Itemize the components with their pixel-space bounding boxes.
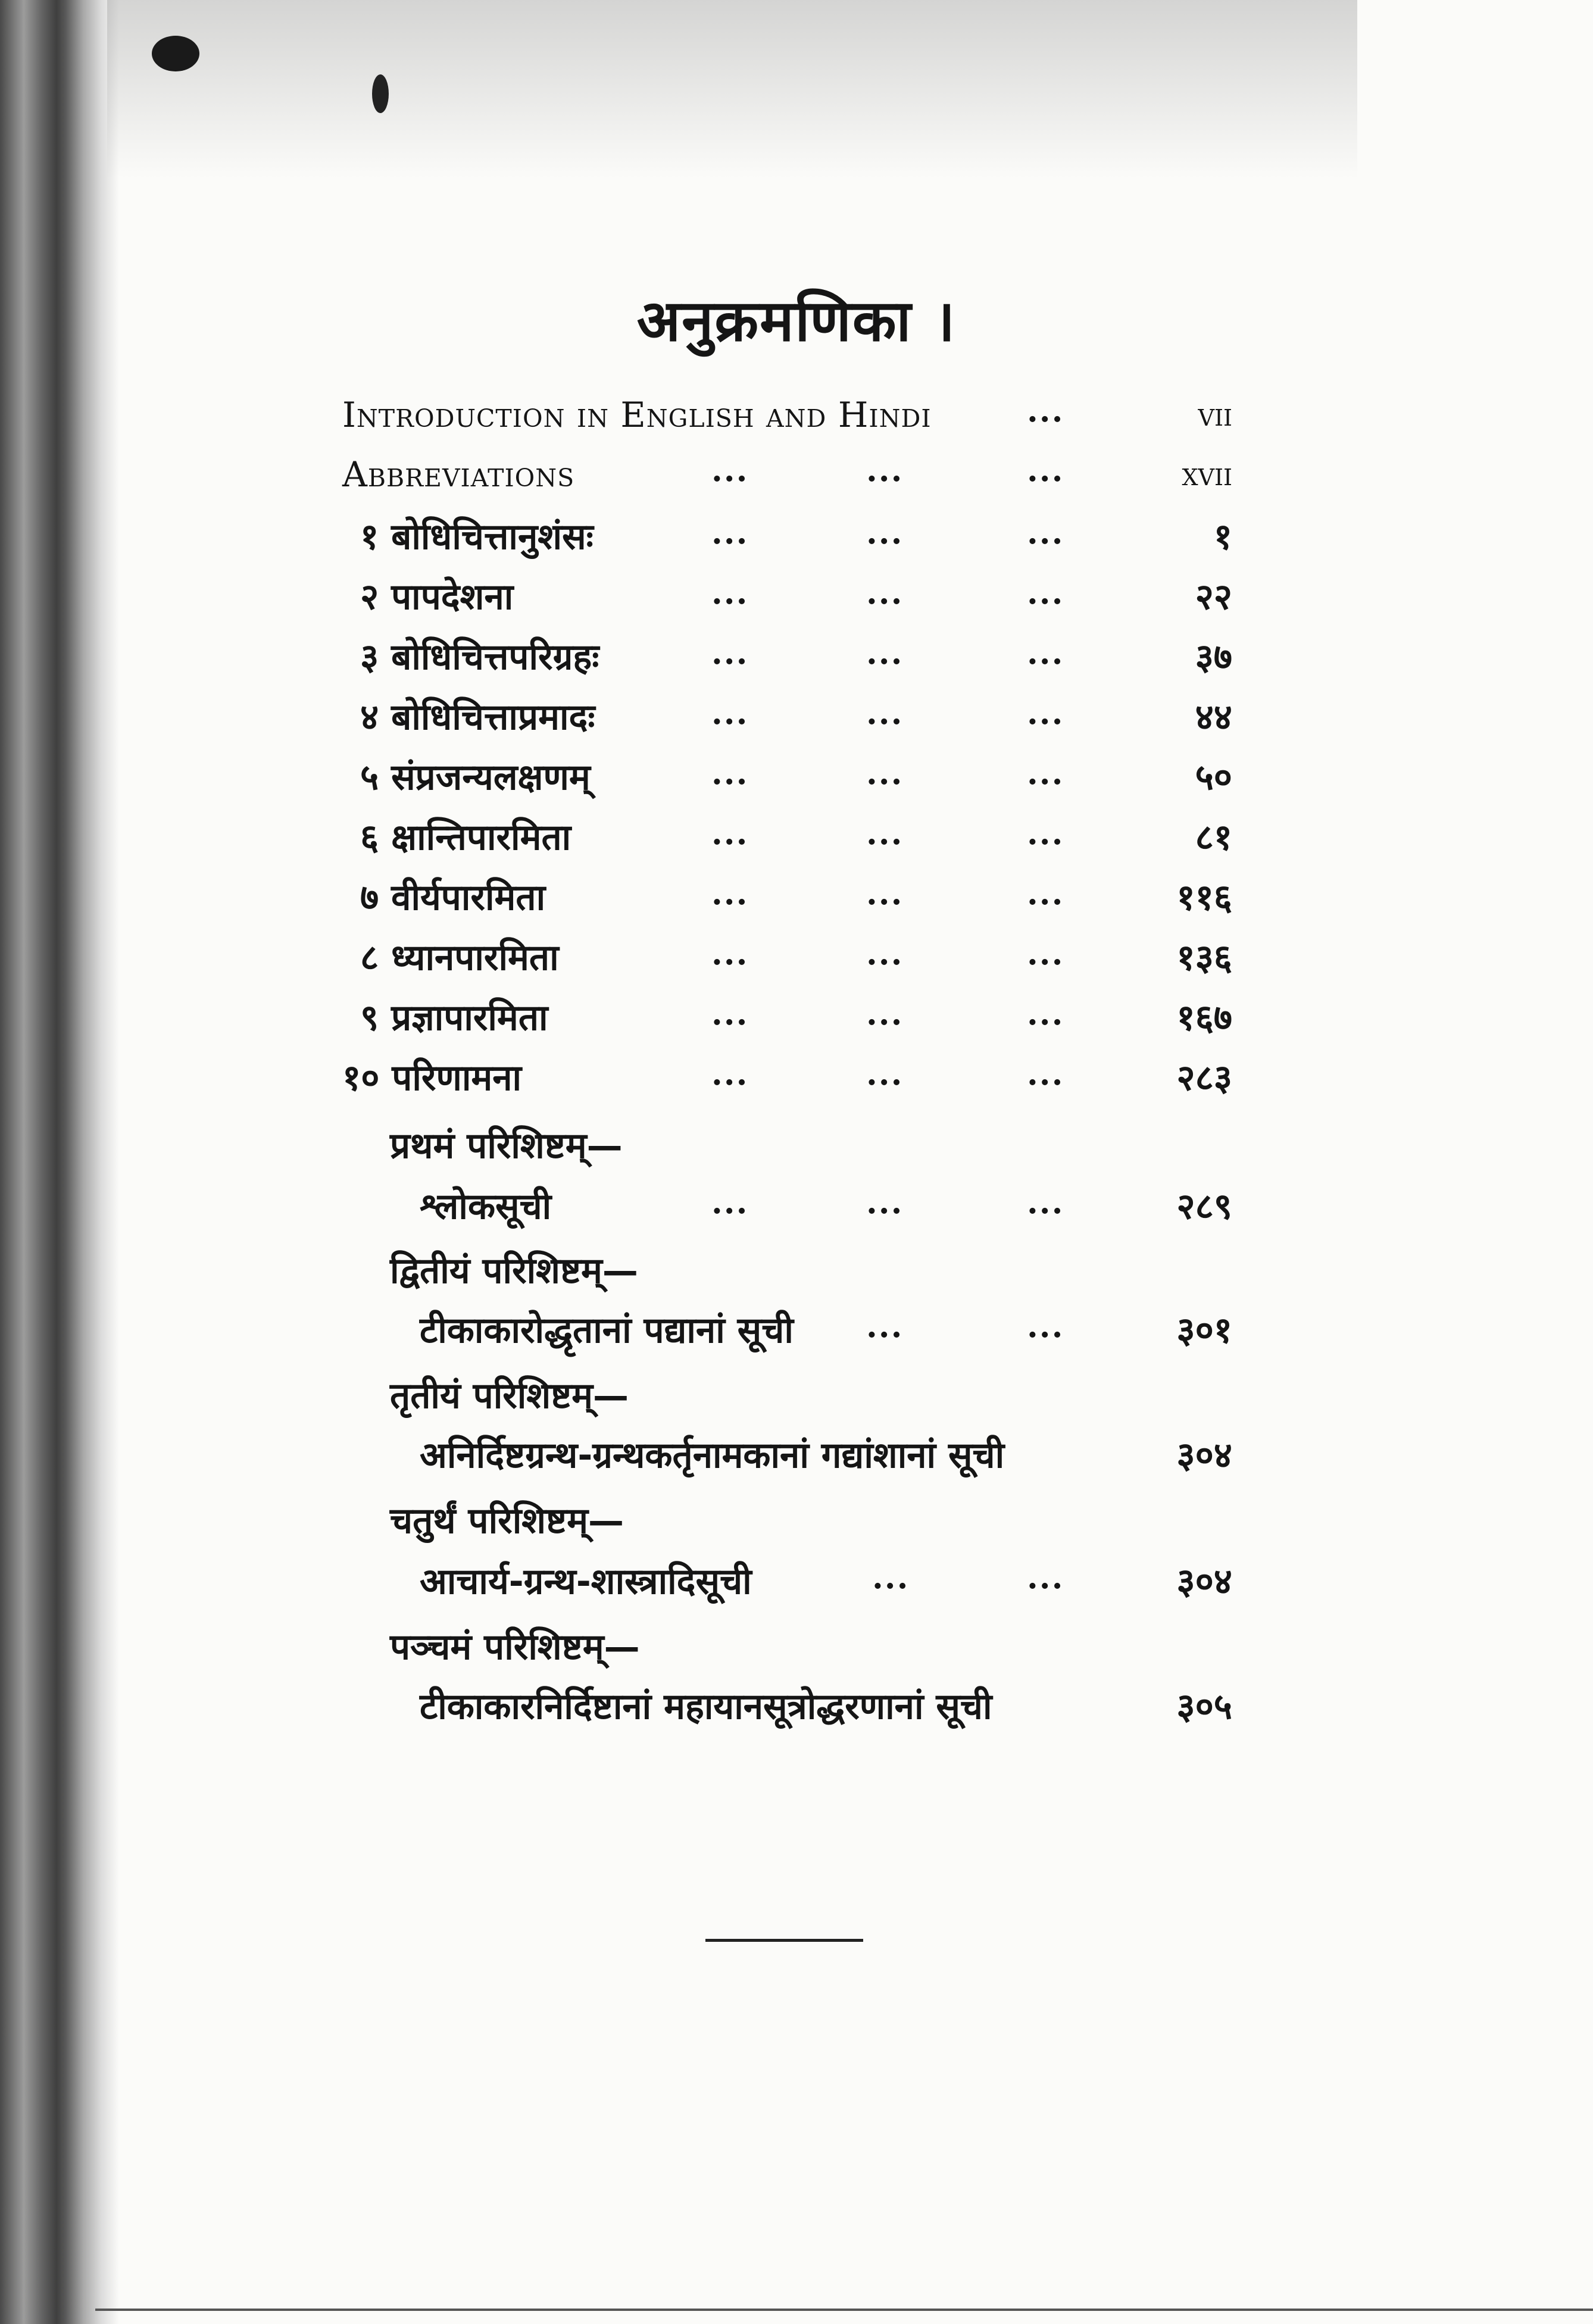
chapter-number: ४ <box>360 696 379 738</box>
toc-entry-appendix-2 <box>342 1304 1232 1357</box>
appendix-title: टीकाकारनिर्दिष्टानां महायानसूत्रोद्धरणानां सूची <box>420 1686 992 1728</box>
chapter-title: परिणामना <box>392 1057 522 1099</box>
leader-dots: ... <box>866 1054 904 1092</box>
leader-dots: ... <box>866 934 904 972</box>
leader-dots: ... <box>711 934 749 972</box>
leader-dots: ... <box>866 814 904 852</box>
chapter-title: बोधिचित्तपरिग्रहः <box>391 636 599 678</box>
toc-entry-appendix-1 <box>342 1180 1232 1233</box>
toc-entry-chapter-4 <box>342 691 1232 744</box>
chapter-title: बोधिचित्ताप्रमादः <box>391 696 595 738</box>
leader-dots: ... <box>866 573 904 611</box>
chapter-number: ३ <box>360 636 379 678</box>
leader-dots: ... <box>1027 513 1064 551</box>
toc-entry-appendix-4 <box>342 1555 1232 1608</box>
toc-entry-chapter-9 <box>342 991 1232 1045</box>
toc-entry-page: xvii <box>1182 455 1232 493</box>
toc-entry-appendix-3 <box>342 1429 1232 1482</box>
toc-entry-page: ११६ <box>1176 877 1232 919</box>
scan-noise <box>107 0 1357 179</box>
chapter-title: पापदेशना <box>391 576 514 618</box>
chapter-number: ६ <box>360 817 379 858</box>
leader-dots: ... <box>711 874 749 912</box>
toc-entry-page: ३७ <box>1195 636 1232 678</box>
appendix-heading: द्वितीयं परिशिष्टम्— <box>390 1250 638 1292</box>
leader-dots: ... <box>1027 994 1064 1032</box>
leader-dots: ... <box>711 1183 749 1221</box>
toc-entry-page: १६७ <box>1176 997 1232 1039</box>
chapter-title: क्षान्तिपारमिता <box>391 817 571 858</box>
toc-entry-chapter-10 <box>342 1051 1232 1105</box>
appendix-heading: प्रथमं परिशिष्टम्— <box>390 1125 623 1167</box>
leader-dots: ... <box>866 754 904 792</box>
chapter-number: ५ <box>360 757 379 798</box>
ink-blot <box>372 74 389 113</box>
toc-entry-chapter-8 <box>342 931 1232 985</box>
leader-dots: ... <box>866 1183 904 1221</box>
toc-entry-page: १३६ <box>1176 937 1232 979</box>
chapter-number: १० <box>342 1057 380 1099</box>
leader-dots: ... <box>711 994 749 1032</box>
leader-dots: ... <box>711 451 749 489</box>
toc-entry-chapter-1 <box>342 510 1232 564</box>
toc-entry-page: २८३ <box>1176 1057 1232 1099</box>
toc-entry-page: ५० <box>1195 757 1232 798</box>
leader-dots: ... <box>711 513 749 551</box>
page-title: अनुक्रमणिका । <box>636 288 957 354</box>
chapter-title: संप्रजन्यलक्षणम् <box>391 757 591 798</box>
toc-entry-page: ३०४ <box>1176 1435 1232 1476</box>
toc-entry-chapter-3 <box>342 630 1232 684</box>
chapter-title: बोधिचित्तानुशंसः <box>391 516 594 558</box>
toc-entry-page: ३०५ <box>1176 1686 1232 1728</box>
toc-entry-page: २२ <box>1195 576 1232 618</box>
leader-dots: ... <box>711 814 749 852</box>
chapter-title: प्रज्ञापारमिता <box>391 997 548 1039</box>
leader-dots: ... <box>1027 1183 1064 1221</box>
appendix-heading: तृतीयं परिशिष्टम्— <box>390 1375 629 1417</box>
toc-entry-label: Abbreviations <box>342 454 575 495</box>
chapter-number: ९ <box>360 997 379 1039</box>
toc-entry-chapter-2 <box>342 570 1232 624</box>
leader-dots: ... <box>1027 1558 1064 1596</box>
leader-dots: ... <box>1027 451 1064 489</box>
leader-dots: ... <box>1027 874 1064 912</box>
toc-entry-page: ८१ <box>1195 817 1232 858</box>
appendix-title: श्लोकसूची <box>420 1186 552 1227</box>
chapter-title: वीर्यपारमिता <box>391 877 546 919</box>
chapter-number: २ <box>360 576 379 618</box>
leader-dots: ... <box>711 694 749 732</box>
end-rule <box>705 1939 863 1942</box>
chapter-number: १ <box>360 516 379 558</box>
ink-blot <box>152 36 199 71</box>
toc-entry-page: १ <box>1213 516 1232 558</box>
leader-dots: ... <box>1027 391 1064 429</box>
leader-dots: ... <box>1027 694 1064 732</box>
leader-dots: ... <box>711 573 749 611</box>
toc-entry-appendix-5 <box>342 1680 1232 1733</box>
leader-dots: ... <box>866 513 904 551</box>
leader-dots: ... <box>711 754 749 792</box>
appendix-heading: चतुर्थं परिशिष्टम्— <box>390 1500 624 1542</box>
leader-dots: ... <box>866 694 904 732</box>
chapter-number: ८ <box>360 937 379 979</box>
toc-entry-label: Introduction in English and Hindi <box>342 395 932 435</box>
toc-entry-page: vii <box>1198 396 1232 433</box>
toc-entry-page: २८९ <box>1176 1186 1232 1227</box>
leader-dots: ... <box>1027 934 1064 972</box>
toc-entry-chapter-6 <box>342 811 1232 864</box>
toc-entry-abbreviations <box>342 448 1232 501</box>
leader-dots: ... <box>866 874 904 912</box>
leader-dots: ... <box>1027 633 1064 671</box>
leader-dots: ... <box>866 633 904 671</box>
toc-entry-introduction <box>342 388 1232 442</box>
leader-dots: ... <box>866 994 904 1032</box>
toc-entry-page: ४४ <box>1195 696 1232 738</box>
leader-dots: ... <box>711 633 749 671</box>
toc-entry-chapter-5 <box>342 751 1232 804</box>
leader-dots: ... <box>711 1054 749 1092</box>
leader-dots: ... <box>872 1558 910 1596</box>
appendix-title: टीकाकारोद्धृतानां पद्यानां सूची <box>420 1310 794 1351</box>
appendix-title: आचार्य-ग्रन्थ-शास्त्रादिसूची <box>420 1561 752 1603</box>
leader-dots: ... <box>1027 1054 1064 1092</box>
toc-entry-page: ३०४ <box>1176 1561 1232 1603</box>
appendix-title: अनिर्दिष्टग्रन्थ-ग्रन्थकर्तृनामकानां गद्यांशानां सूची <box>420 1435 1005 1476</box>
leader-dots: ... <box>1027 814 1064 852</box>
appendix-heading: पञ्चमं परिशिष्टम्— <box>390 1626 640 1668</box>
chapter-title: ध्यानपारमिता <box>391 937 559 979</box>
leader-dots: ... <box>1027 573 1064 611</box>
page-edge-line <box>95 2309 1593 2311</box>
leader-dots: ... <box>1027 1307 1064 1345</box>
toc-entry-page: ३०१ <box>1176 1310 1232 1351</box>
toc-entry-chapter-7 <box>342 871 1232 924</box>
leader-dots: ... <box>866 1307 904 1345</box>
chapter-number: ७ <box>360 877 379 919</box>
leader-dots: ... <box>1027 754 1064 792</box>
leader-dots: ... <box>866 451 904 489</box>
